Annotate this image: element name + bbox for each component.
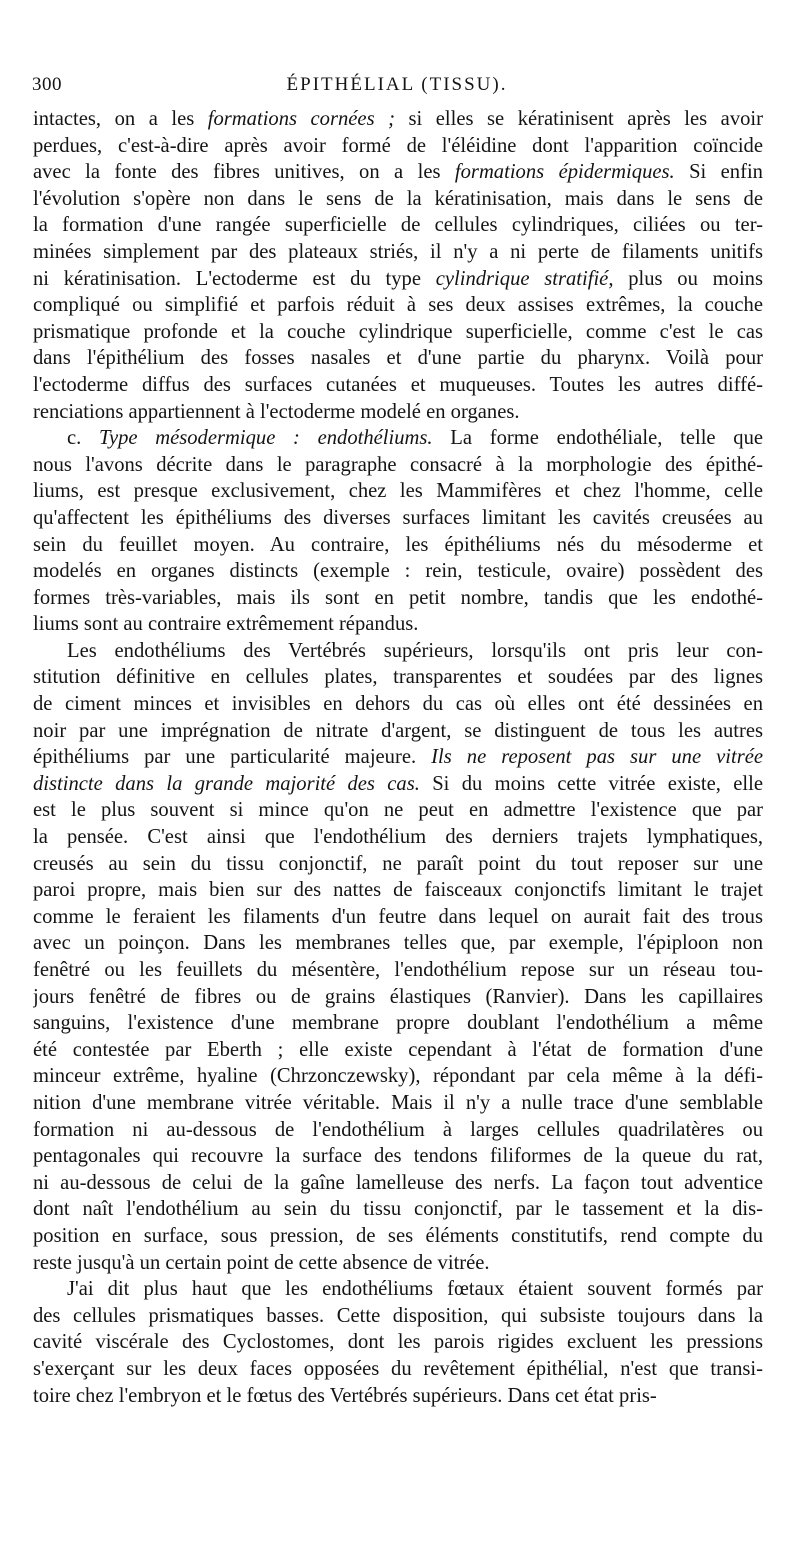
- text-line: noir par une imprégnation de nitrate d'argent, se distinguent de tous les autres: [33, 719, 763, 742]
- text-line: avec la fonte des fibres unitives, on a les formations épidermiques. Si enfin: [33, 161, 763, 184]
- text-line: nous l'avons décrite dans le paragraphe consacré à la morphologie des épithé-: [33, 453, 763, 476]
- text-line: minées simplement par des plateaux striés, il n'y a ni perte de filaments unitifs: [33, 240, 763, 263]
- text-line: liums, est presque exclusivement, chez les Mammifères et chez l'homme, celle: [33, 480, 763, 503]
- page-number: 300: [32, 74, 62, 95]
- text-line: l'ectoderme diffus des surfaces cutanées et muqueuses. Toutes les autres diffé-: [33, 373, 763, 396]
- text-line: s'exerçant sur les deux faces opposées du revêtement épithélial, n'est que transi-: [33, 1357, 763, 1380]
- text-line: sanguins, l'existence d'une membrane propre doublant l'endothélium a même: [33, 1012, 763, 1035]
- text-line: dont naît l'endothélium au sein du tissu conjonctif, par le tassement et la dis-: [33, 1198, 763, 1221]
- text-line: la pensée. C'est ainsi que l'endothélium des derniers trajets lymphatiques,: [33, 826, 763, 849]
- text-line: paroi propre, mais bien sur des nattes de faisceaux conjonctifs limitant le trajet: [33, 879, 763, 902]
- text-line: Les endothéliums des Vertébrés supérieurs, lorsqu'ils ont pris leur con-: [67, 639, 763, 662]
- text-line: c. Type mésodermique : endothéliums. La forme endothéliale, telle que: [67, 427, 763, 450]
- text-line: formation ni au-dessous de l'endothélium à larges cellules quadrilatères ou: [33, 1118, 763, 1141]
- text-line: compliqué ou simplifié et parfois réduit à ses deux assises extrêmes, la couche: [33, 294, 763, 317]
- paragraph: [33, 1276, 763, 1409]
- text-line: comme le feraient les filaments d'un feutre dans lequel on aurait fait des trous: [33, 905, 763, 928]
- text-line: pentagonales qui recouvre la surface des tendons filiformes de la queue du rat,: [33, 1145, 763, 1168]
- page-header: [32, 74, 762, 104]
- text-line: ni au-dessous de celui de la gaîne lamelleuse des nerfs. La façon tout adventice: [33, 1171, 763, 1194]
- text-line: liums sont au contraire extrêmement répandus.: [33, 613, 419, 636]
- paragraph: [33, 638, 763, 1276]
- text-line: jours fenêtré de fibres ou de grains élastiques (Ranvier). Dans les capillaires: [33, 985, 763, 1008]
- text-line: fenêtré ou les feuillets du mésentère, l'endothélium repose sur un réseau tou-: [33, 959, 763, 981]
- text-line: creusés au sein du tissu conjonctif, ne paraît point du tout reposer sur une: [33, 852, 763, 875]
- paragraph: [33, 425, 763, 638]
- text-line: nition d'une membrane vitrée véritable. Mais il n'y a nulle trace d'une semblable: [33, 1091, 763, 1114]
- text-line: prismatique profonde et la couche cylindrique superficielle, comme c'est le cas: [33, 320, 763, 343]
- running-title: ÉPITHÉLIAL (TISSU).: [286, 74, 508, 95]
- text-line: des cellules prismatiques basses. Cette disposition, qui subsiste toujours dans la: [33, 1304, 763, 1327]
- text-line: toire chez l'embryon et le fœtus des Vertébrés supérieurs. Dans cet état pris-: [33, 1384, 657, 1407]
- text-line: distincte dans la grande majorité des cas. Si du moins cette vitrée existe, elle: [33, 772, 763, 795]
- text-line: qu'affectent les épithéliums des diverses surfaces limitant les cavités creusées au: [33, 506, 763, 529]
- text-line: intactes, on a les formations cornées ; si elles se kératinisent après les avoir: [33, 108, 763, 130]
- text-line: dans l'épithélium des fosses nasales et d'une partie du pharynx. Voilà pour: [33, 347, 763, 370]
- text-line: été contestée par Eberth ; elle existe cependant à l'état de formation d'une: [33, 1038, 763, 1061]
- text-line: stitution définitive en cellules plates, transparentes et soudées par des lignes: [33, 666, 763, 689]
- text-line: minceur extrême, hyaline (Chrzonczewsky), répondant par cela même à la défi-: [33, 1065, 763, 1088]
- text-line: est le plus souvent si mince qu'on ne peut en admettre l'existence que par: [33, 799, 763, 822]
- text-line: avec un poinçon. Dans les membranes telles que, par exemple, l'épiploon non: [33, 932, 763, 955]
- text-line: cavité viscérale des Cyclostomes, dont les parois rigides excluent les pressions: [33, 1331, 763, 1354]
- text-line: épithéliums par une particularité majeure. Ils ne reposent pas sur une vitrée: [33, 746, 763, 769]
- text-line: modelés en organes distincts (exemple : rein, testicule, ovaire) possèdent des: [33, 560, 763, 583]
- text-line: l'évolution s'opère non dans le sens de la kératinisation, mais dans le sens de: [33, 187, 763, 210]
- text-line: de ciment minces et invisibles en dehors du cas où elles ont été dessinées en: [33, 693, 763, 716]
- text-line: reste jusqu'à un certain point de cette absence de vitrée.: [33, 1251, 490, 1274]
- text-line: position en surface, sous pression, de ses éléments constitutifs, rend compte du: [33, 1224, 763, 1247]
- text-line: la formation d'une rangée superficielle de cellules cylindriques, ciliées ou ter-: [33, 214, 763, 237]
- text-line: formes très-variables, mais ils sont en petit nombre, tandis que les endothé-: [33, 586, 763, 609]
- text-line: ni kératinisation. L'ectoderme est du type cylindrique stratifié, plus ou moins: [33, 267, 763, 290]
- text-line: J'ai dit plus haut que les endothéliums fœtaux étaient souvent formés par: [67, 1278, 763, 1301]
- text-line: sein du feuillet moyen. Au contraire, les épithéliums nés du mésoderme et: [33, 533, 763, 556]
- body-text: [33, 106, 763, 1409]
- text-line: renciations appartiennent à l'ectoderme modelé en organes.: [33, 400, 520, 423]
- paragraph: [33, 106, 763, 425]
- text-line: perdues, c'est-à-dire après avoir formé de l'éléidine dont l'apparition coïncide: [33, 134, 763, 157]
